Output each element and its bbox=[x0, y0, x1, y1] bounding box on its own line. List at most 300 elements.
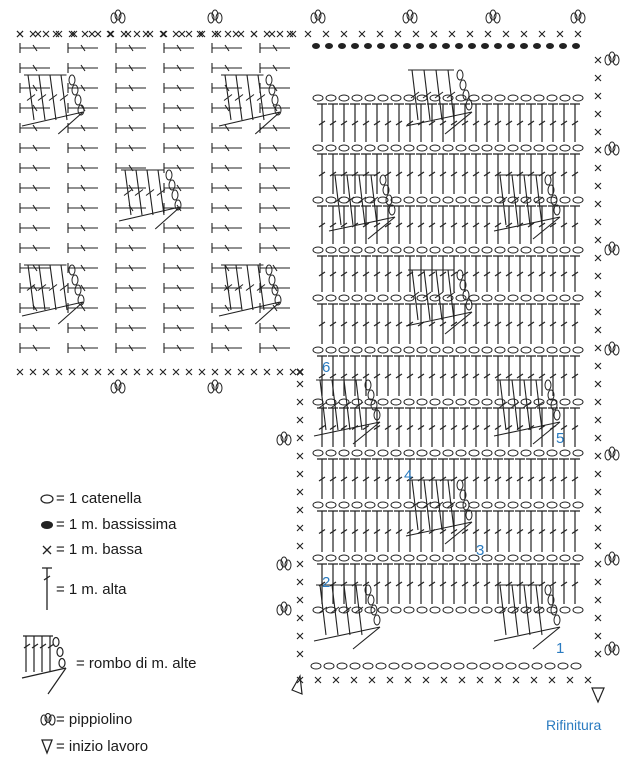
chain-mark bbox=[495, 502, 505, 508]
chain-mark bbox=[339, 145, 349, 151]
chain-mark bbox=[495, 295, 505, 301]
single-crochet-mark bbox=[30, 31, 36, 37]
chain-mark bbox=[521, 247, 531, 253]
chain-mark bbox=[443, 247, 453, 253]
single-crochet-mark bbox=[595, 93, 601, 99]
double-crochet-mark bbox=[526, 154, 536, 194]
single-crochet-mark bbox=[287, 31, 293, 37]
double-crochet-mark bbox=[559, 356, 569, 396]
chain-mark bbox=[573, 502, 583, 508]
picot-loop bbox=[281, 602, 287, 612]
double-crochet-mark bbox=[361, 408, 371, 447]
double-crochet-mark bbox=[427, 256, 437, 292]
chain-mark bbox=[456, 502, 466, 508]
slip-stitch-mark bbox=[572, 43, 580, 49]
double-crochet-mark bbox=[68, 203, 98, 213]
chain-mark bbox=[365, 95, 375, 101]
double-crochet-mark bbox=[504, 104, 514, 142]
double-crochet-mark bbox=[471, 356, 481, 396]
chain-mark bbox=[430, 247, 440, 253]
double-crochet-mark bbox=[361, 154, 371, 194]
double-crochet-mark bbox=[339, 304, 349, 344]
double-crochet-mark bbox=[68, 343, 98, 353]
chain-mark bbox=[404, 145, 414, 151]
chain-mark bbox=[560, 145, 570, 151]
chain-mark bbox=[573, 295, 583, 301]
single-crochet-mark bbox=[215, 31, 221, 37]
chain-symbol-icon bbox=[38, 493, 56, 505]
chain-mark bbox=[391, 247, 401, 253]
double-crochet-mark bbox=[383, 154, 393, 194]
double-crochet-mark bbox=[559, 459, 569, 499]
chain-mark bbox=[573, 145, 583, 151]
chain-mark bbox=[534, 145, 544, 151]
double-crochet-mark bbox=[460, 408, 470, 447]
chain-mark bbox=[534, 95, 544, 101]
double-crochet-mark bbox=[548, 104, 558, 142]
chain-mark bbox=[469, 145, 479, 151]
single-crochet-mark bbox=[595, 255, 601, 261]
picot-loop bbox=[319, 13, 325, 23]
chain-mark bbox=[69, 265, 75, 275]
chain-mark bbox=[417, 450, 427, 456]
round-label-5: 5 bbox=[556, 430, 565, 447]
double-crochet-mark bbox=[116, 123, 146, 133]
double-crochet-mark bbox=[317, 304, 327, 344]
picot-loop bbox=[281, 432, 287, 442]
chain-mark bbox=[272, 95, 278, 105]
double-crochet-mark bbox=[537, 256, 547, 292]
diamond-diagonal bbox=[119, 207, 180, 229]
chain-mark bbox=[545, 175, 551, 185]
double-crochet-mark bbox=[68, 143, 98, 153]
picot-loop bbox=[613, 555, 619, 565]
double-crochet-mark bbox=[164, 303, 194, 313]
chain-mark bbox=[554, 410, 560, 420]
double-crochet-mark bbox=[482, 408, 492, 447]
double-crochet-mark bbox=[537, 304, 547, 344]
single-crochet-mark bbox=[161, 31, 167, 37]
chain-mark bbox=[456, 607, 466, 613]
single-crochet-mark bbox=[575, 31, 581, 37]
chain-mark bbox=[508, 555, 518, 561]
chain-mark bbox=[352, 247, 362, 253]
picot-loop bbox=[490, 10, 496, 20]
chain-mark bbox=[75, 285, 81, 295]
single-crochet-mark bbox=[225, 369, 231, 375]
slip-stitch-mark bbox=[455, 43, 463, 49]
single-crochet-mark bbox=[95, 31, 101, 37]
double-crochet-mark bbox=[537, 104, 547, 142]
chain-mark bbox=[495, 555, 505, 561]
double-crochet-mark bbox=[526, 304, 536, 344]
single-crochet-mark bbox=[369, 677, 375, 683]
diamond-group bbox=[22, 75, 84, 134]
single-crochet-mark bbox=[238, 31, 244, 37]
single-crochet-mark bbox=[595, 597, 601, 603]
chain-mark bbox=[365, 502, 375, 508]
double-crochet-mark bbox=[449, 408, 459, 447]
double-crochet-mark bbox=[570, 256, 580, 292]
chain-mark bbox=[391, 399, 401, 405]
double-crochet-mark bbox=[116, 143, 146, 153]
single-crochet-mark bbox=[269, 31, 275, 37]
single-crochet-mark bbox=[89, 31, 95, 37]
single-crochet-mark bbox=[43, 31, 49, 37]
chain-mark bbox=[313, 347, 323, 353]
double-crochet-symbol-icon bbox=[38, 566, 56, 612]
diamond-group bbox=[494, 380, 560, 444]
double-crochet-mark bbox=[350, 564, 360, 604]
single-crochet-mark bbox=[595, 399, 601, 405]
double-crochet-mark bbox=[438, 304, 448, 344]
picot-loop bbox=[609, 52, 615, 62]
double-crochet-mark bbox=[116, 323, 146, 333]
double-crochet-mark bbox=[116, 43, 146, 53]
chain-mark bbox=[311, 663, 321, 669]
double-crochet-mark bbox=[212, 143, 242, 153]
chain-mark bbox=[551, 195, 557, 205]
chain-mark bbox=[430, 145, 440, 151]
double-crochet-mark bbox=[449, 564, 459, 604]
picot-loop bbox=[315, 10, 321, 20]
single-crochet-mark bbox=[17, 31, 23, 37]
chain-mark bbox=[456, 145, 466, 151]
diamond-diagonal bbox=[314, 422, 380, 444]
chain-mark bbox=[391, 607, 401, 613]
single-crochet-mark bbox=[297, 561, 303, 567]
single-crochet-mark bbox=[297, 597, 303, 603]
single-crochet-mark bbox=[297, 579, 303, 585]
legend-start bbox=[38, 737, 148, 755]
chain-mark bbox=[443, 145, 453, 151]
picot-loop bbox=[115, 10, 121, 20]
single-crochet-mark bbox=[495, 677, 501, 683]
legend-single-crochet-text: = 1 m. bassa bbox=[56, 541, 143, 558]
double-crochet-mark bbox=[504, 564, 514, 604]
double-crochet-mark bbox=[317, 206, 327, 244]
double-crochet-mark bbox=[372, 511, 382, 552]
double-crochet-mark bbox=[350, 256, 360, 292]
double-crochet-mark bbox=[515, 356, 525, 396]
chain-mark bbox=[417, 197, 427, 203]
slip-stitch-mark bbox=[377, 43, 385, 49]
single-crochet-mark bbox=[595, 183, 601, 189]
picot-loop bbox=[407, 10, 413, 20]
double-crochet-mark bbox=[405, 511, 415, 552]
double-crochet-mark bbox=[570, 408, 580, 447]
single-crochet-mark bbox=[264, 31, 270, 37]
chain-mark bbox=[391, 295, 401, 301]
chain-mark bbox=[495, 347, 505, 353]
double-crochet-mark bbox=[515, 154, 525, 194]
double-crochet-mark bbox=[212, 323, 242, 333]
single-crochet-mark bbox=[595, 129, 601, 135]
chain-mark bbox=[339, 502, 349, 508]
double-crochet-mark bbox=[212, 243, 242, 253]
picot-loop bbox=[216, 13, 222, 23]
double-crochet-mark bbox=[164, 63, 194, 73]
single-crochet-mark bbox=[290, 369, 296, 375]
chain-mark bbox=[573, 95, 583, 101]
diamond-group bbox=[314, 585, 380, 649]
single-crochet-mark bbox=[95, 369, 101, 375]
chain-mark bbox=[339, 450, 349, 456]
double-crochet-mark bbox=[20, 203, 50, 213]
single-crochet-mark bbox=[43, 369, 49, 375]
diamond-group bbox=[314, 380, 380, 444]
single-crochet-mark bbox=[56, 369, 62, 375]
picot-mark bbox=[605, 242, 619, 255]
double-crochet-mark bbox=[20, 83, 50, 93]
double-crochet-mark bbox=[570, 104, 580, 142]
single-crochet-mark bbox=[82, 31, 88, 37]
double-crochet-mark bbox=[482, 154, 492, 194]
double-crochet-mark bbox=[212, 203, 242, 213]
diamond-group bbox=[406, 480, 472, 544]
double-crochet-mark bbox=[515, 564, 525, 604]
double-crochet-mark bbox=[537, 154, 547, 194]
double-crochet-mark bbox=[548, 459, 558, 499]
chain-mark bbox=[313, 247, 323, 253]
picot-loop bbox=[277, 560, 283, 570]
chain-mark bbox=[339, 295, 349, 301]
chain-mark bbox=[467, 663, 477, 669]
double-crochet-mark bbox=[372, 154, 382, 194]
single-crochet-mark bbox=[297, 399, 303, 405]
double-crochet-mark bbox=[405, 206, 415, 244]
single-crochet-mark bbox=[290, 31, 296, 37]
single-crochet-mark bbox=[277, 369, 283, 375]
chain-mark bbox=[534, 347, 544, 353]
chain-mark bbox=[443, 197, 453, 203]
picot-mark bbox=[111, 10, 125, 23]
diamond-diagonal bbox=[494, 217, 560, 239]
single-crochet-mark bbox=[595, 489, 601, 495]
double-crochet-mark bbox=[260, 323, 290, 333]
chain-mark bbox=[326, 347, 336, 353]
single-crochet-mark bbox=[297, 369, 303, 375]
double-crochet-mark bbox=[339, 256, 349, 292]
double-crochet-mark bbox=[328, 104, 338, 142]
legend-slip-stitch bbox=[38, 516, 176, 533]
double-crochet-mark bbox=[361, 564, 371, 604]
chain-mark bbox=[430, 555, 440, 561]
chain-mark bbox=[272, 285, 278, 295]
chain-mark bbox=[482, 502, 492, 508]
chain-mark bbox=[469, 247, 479, 253]
single-crochet-mark bbox=[595, 543, 601, 549]
chain-mark bbox=[391, 145, 401, 151]
single-crochet-mark bbox=[251, 369, 257, 375]
single-crochet-mark bbox=[225, 31, 231, 37]
chain-mark bbox=[560, 555, 570, 561]
single-crochet-mark bbox=[595, 345, 601, 351]
double-crochet-mark bbox=[383, 408, 393, 447]
picot-loop bbox=[285, 435, 291, 445]
chain-mark bbox=[430, 607, 440, 613]
chain-mark bbox=[573, 607, 583, 613]
diamond-symbol-icon bbox=[18, 628, 74, 698]
double-crochet-mark bbox=[504, 256, 514, 292]
double-crochet-mark bbox=[383, 459, 393, 499]
legend-diamond bbox=[38, 628, 196, 698]
diamond-group bbox=[494, 585, 560, 649]
chain-mark bbox=[545, 585, 551, 595]
double-crochet-mark bbox=[493, 408, 503, 447]
double-crochet-mark bbox=[570, 356, 580, 396]
single-crochet-mark bbox=[297, 525, 303, 531]
single-crochet-mark bbox=[297, 435, 303, 441]
double-crochet-mark bbox=[570, 154, 580, 194]
chain-mark bbox=[391, 555, 401, 561]
picot-loop bbox=[285, 560, 291, 570]
picot-mark bbox=[277, 602, 291, 615]
round-label-1: 1 bbox=[556, 640, 565, 657]
picot-loop bbox=[111, 383, 117, 393]
slip-stitch-mark bbox=[559, 43, 567, 49]
start-triangle-icon bbox=[38, 737, 56, 755]
double-crochet-mark bbox=[20, 43, 50, 53]
double-crochet-mark bbox=[482, 256, 492, 292]
double-crochet-mark bbox=[405, 356, 415, 396]
single-crochet-mark bbox=[297, 381, 303, 387]
diamond-group bbox=[22, 265, 84, 324]
single-crochet-mark bbox=[297, 633, 303, 639]
single-crochet-mark bbox=[585, 677, 591, 683]
chain-mark bbox=[495, 95, 505, 101]
chain-mark bbox=[69, 75, 75, 85]
picot-loop bbox=[605, 55, 611, 65]
picot-mark bbox=[208, 10, 222, 23]
single-crochet-mark bbox=[595, 651, 601, 657]
chain-mark bbox=[560, 450, 570, 456]
double-crochet-mark bbox=[164, 263, 194, 273]
single-crochet-mark bbox=[143, 31, 149, 37]
chain-mark bbox=[456, 555, 466, 561]
single-crochet-mark bbox=[595, 561, 601, 567]
picot-loop bbox=[486, 13, 492, 23]
legend-single-crochet bbox=[38, 541, 142, 558]
single-crochet-mark bbox=[305, 31, 311, 37]
double-crochet-mark bbox=[317, 459, 327, 499]
single-crochet-mark bbox=[297, 471, 303, 477]
double-crochet-mark bbox=[372, 104, 382, 142]
diamond-group bbox=[219, 75, 281, 134]
chain-mark bbox=[352, 502, 362, 508]
chain-mark bbox=[532, 663, 542, 669]
single-crochet-mark bbox=[521, 31, 527, 37]
chain-mark bbox=[365, 555, 375, 561]
double-crochet-mark bbox=[416, 511, 426, 552]
chain-mark bbox=[313, 295, 323, 301]
double-crochet-mark bbox=[328, 206, 338, 244]
single-crochet-mark bbox=[315, 677, 321, 683]
chain-mark bbox=[534, 295, 544, 301]
single-crochet-mark bbox=[173, 31, 179, 37]
chain-mark bbox=[404, 95, 414, 101]
single-crochet-mark bbox=[121, 369, 127, 375]
diamond-diagonal bbox=[314, 627, 380, 649]
chain-mark bbox=[378, 95, 388, 101]
diamond-group bbox=[494, 175, 560, 239]
double-crochet-mark bbox=[328, 511, 338, 552]
double-crochet-mark bbox=[427, 206, 437, 244]
single-crochet-mark bbox=[297, 615, 303, 621]
double-crochet-mark bbox=[350, 154, 360, 194]
finish-label: Rifinitura bbox=[546, 717, 602, 733]
double-crochet-mark bbox=[68, 43, 98, 53]
chain-mark bbox=[456, 347, 466, 353]
diamond-group bbox=[406, 270, 472, 334]
chain-mark bbox=[545, 663, 555, 669]
chain-mark bbox=[313, 197, 323, 203]
chain-mark bbox=[443, 347, 453, 353]
picot-mark bbox=[111, 380, 125, 393]
slip-stitch-mark bbox=[442, 43, 450, 49]
double-crochet-mark bbox=[493, 459, 503, 499]
double-crochet-mark bbox=[350, 356, 360, 396]
chain-mark bbox=[457, 70, 463, 80]
double-crochet-mark bbox=[460, 356, 470, 396]
double-crochet-mark bbox=[438, 206, 448, 244]
chain-mark bbox=[365, 145, 375, 151]
double-crochet-mark bbox=[116, 103, 146, 113]
chain-mark bbox=[521, 295, 531, 301]
picot-loop bbox=[605, 145, 611, 155]
double-crochet-mark bbox=[20, 63, 50, 73]
chain-mark bbox=[521, 450, 531, 456]
chain-mark bbox=[443, 607, 453, 613]
chain-mark bbox=[417, 145, 427, 151]
double-crochet-mark bbox=[438, 356, 448, 396]
picot-loop bbox=[212, 380, 218, 390]
chain-mark bbox=[378, 555, 388, 561]
single-crochet-mark bbox=[595, 381, 601, 387]
double-crochet-mark bbox=[212, 63, 242, 73]
legend-chain bbox=[38, 490, 141, 507]
double-crochet-mark bbox=[20, 243, 50, 253]
double-crochet-mark bbox=[460, 256, 470, 292]
double-crochet-mark bbox=[471, 154, 481, 194]
picot-loop bbox=[119, 13, 125, 23]
double-crochet-mark bbox=[438, 564, 448, 604]
chain-mark bbox=[380, 175, 386, 185]
slip-stitch-mark bbox=[312, 43, 320, 49]
picot-loop bbox=[208, 383, 214, 393]
double-crochet-mark bbox=[383, 511, 393, 552]
chain-mark bbox=[456, 247, 466, 253]
single-crochet-mark bbox=[595, 507, 601, 513]
diamond-diagonal bbox=[406, 112, 472, 134]
double-crochet-mark bbox=[537, 459, 547, 499]
picot-loop bbox=[311, 13, 317, 23]
double-crochet-mark bbox=[482, 356, 492, 396]
chain-mark bbox=[456, 197, 466, 203]
double-crochet-mark bbox=[339, 154, 349, 194]
double-crochet-mark bbox=[493, 304, 503, 344]
double-crochet-mark bbox=[449, 356, 459, 396]
single-crochet-mark bbox=[595, 201, 601, 207]
picot-loop bbox=[115, 380, 121, 390]
chain-mark bbox=[519, 663, 529, 669]
slip-stitch-mark bbox=[481, 43, 489, 49]
double-crochet-mark bbox=[116, 63, 146, 73]
chain-mark bbox=[573, 450, 583, 456]
single-crochet-mark bbox=[595, 219, 601, 225]
picot-mark bbox=[277, 432, 291, 445]
slip-stitch-mark bbox=[416, 43, 424, 49]
